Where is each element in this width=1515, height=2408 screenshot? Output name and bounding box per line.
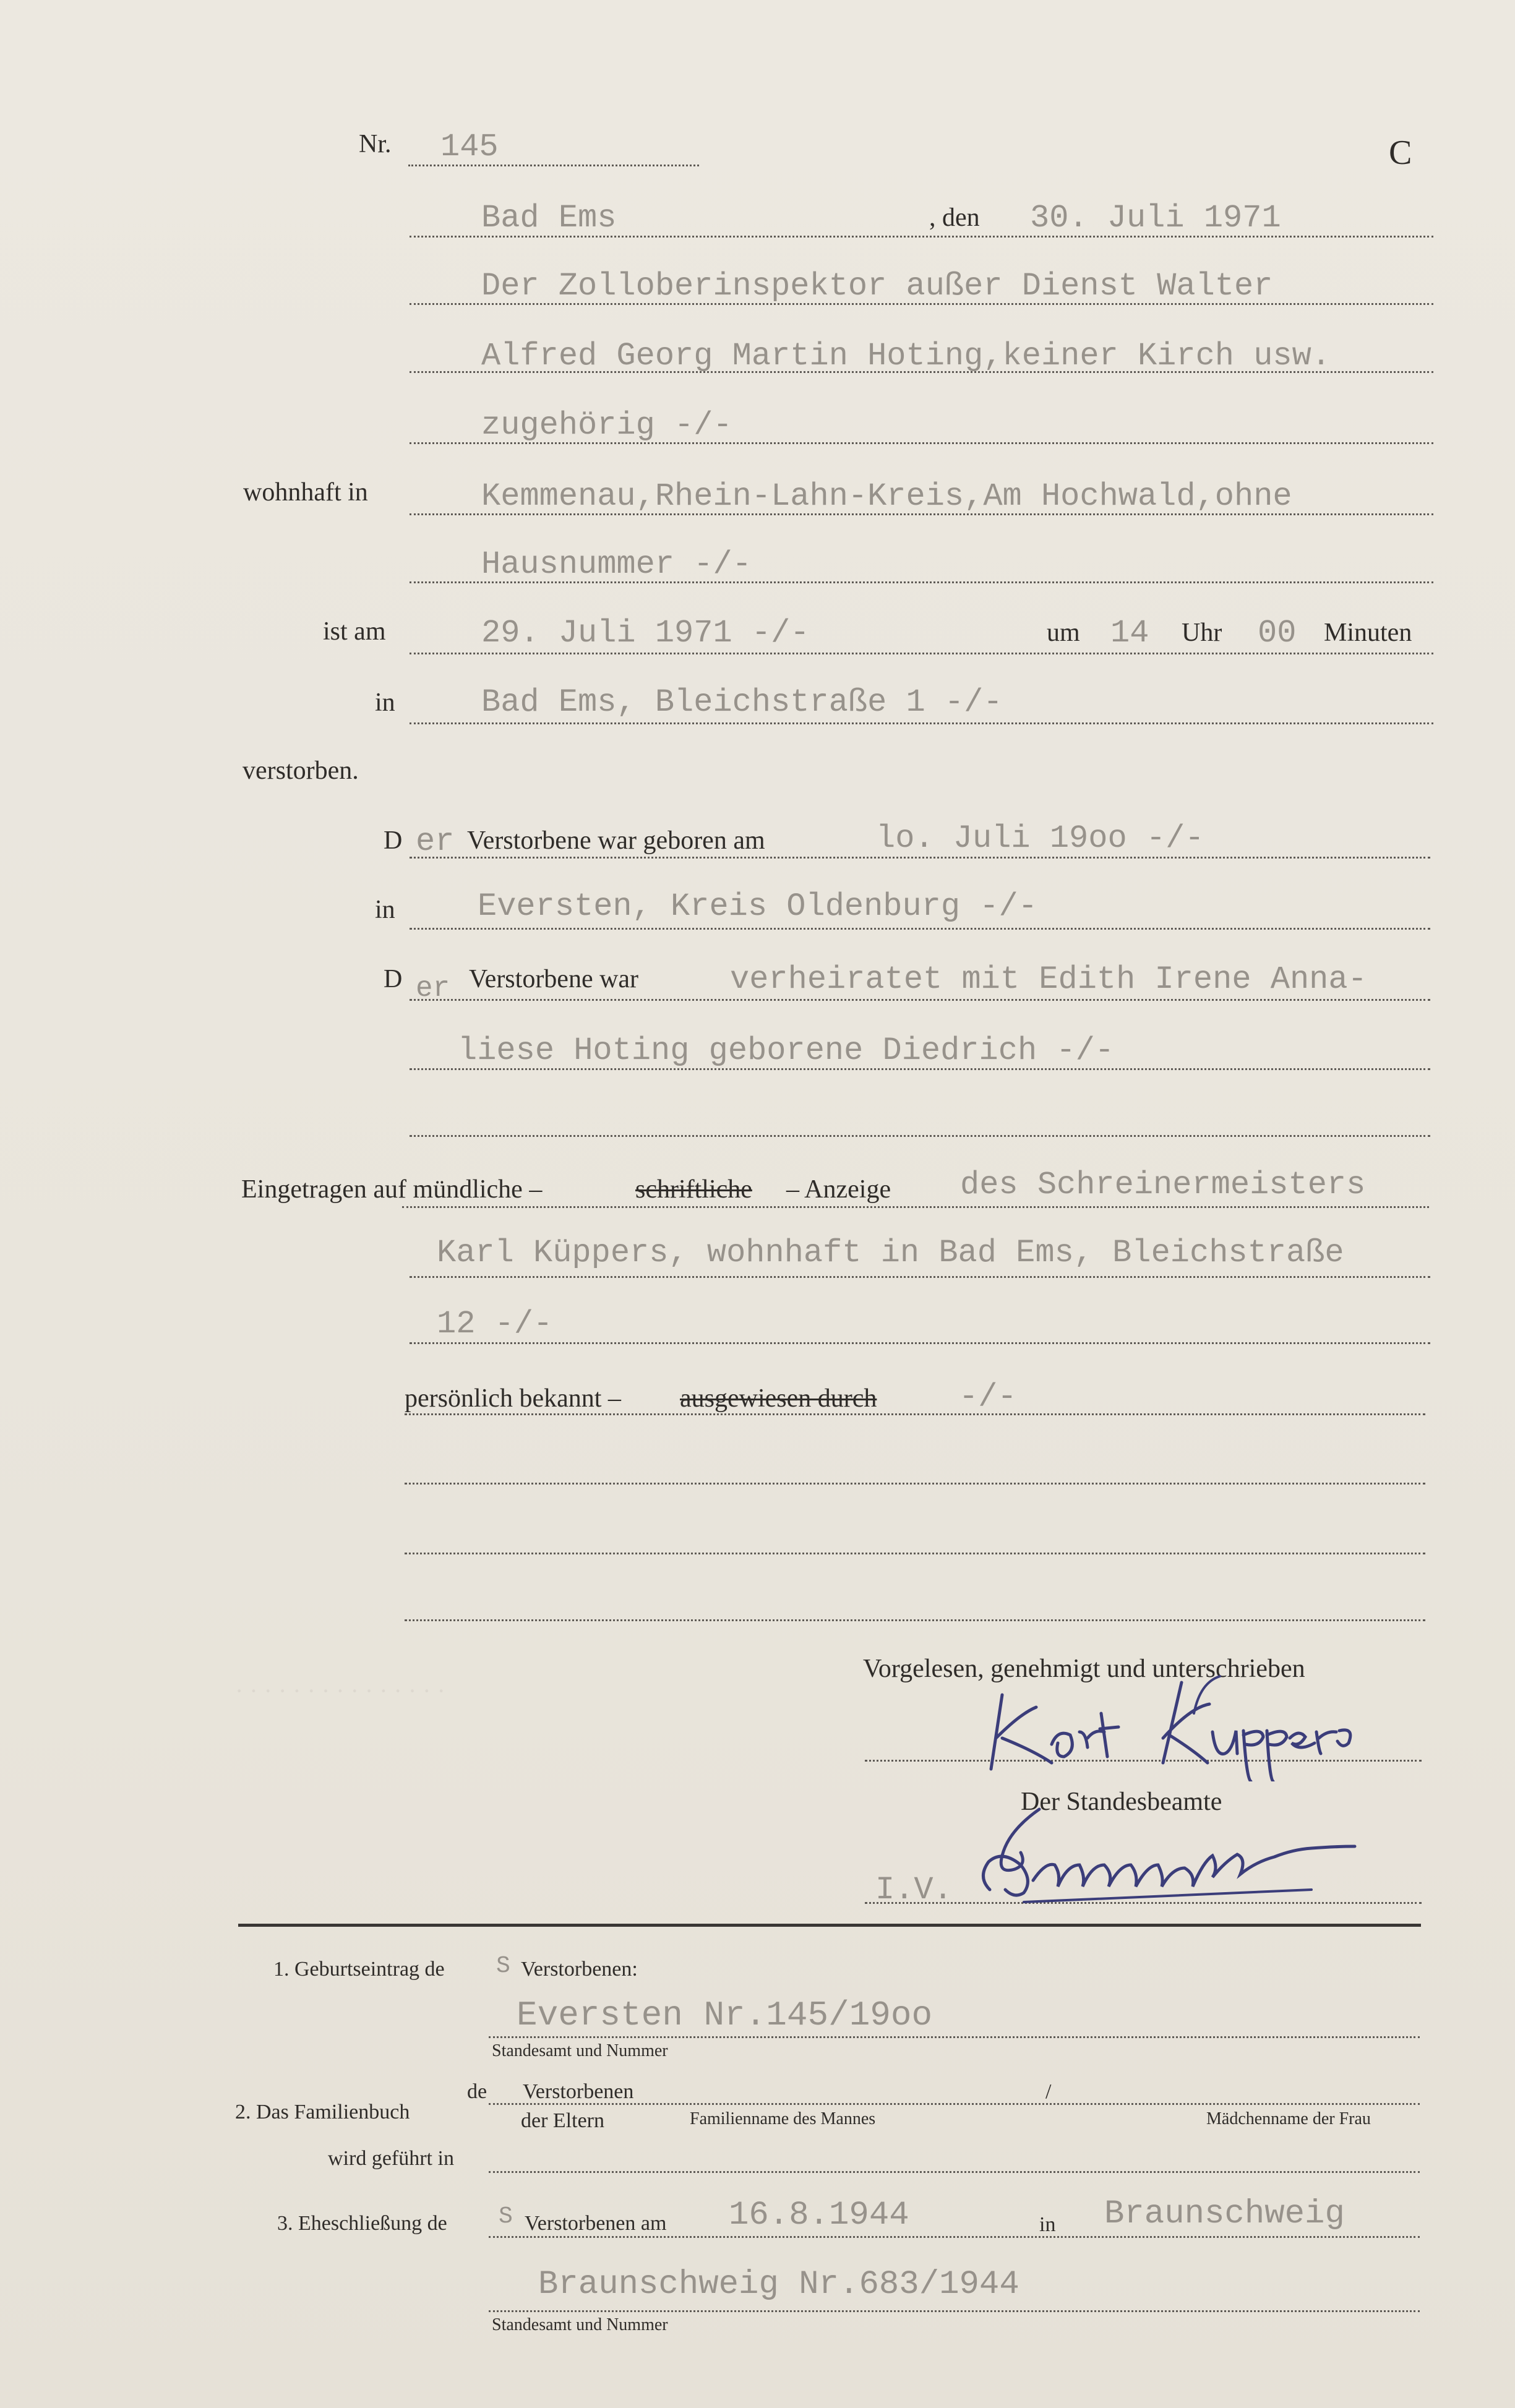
eingetragen-label: Eingetragen auf mündliche –: [241, 1175, 543, 1204]
blank-rule-4: [405, 1619, 1425, 1621]
standesbeamte-label: Der Standesbeamte: [1021, 1788, 1222, 1816]
birth-register-value: Eversten Nr.145/19oo: [517, 1995, 933, 2035]
e3-label: 3. Eheschließung de: [277, 2212, 447, 2235]
section-divider: [238, 1924, 1421, 1927]
in-label: in: [375, 688, 395, 717]
d1-suffix: er: [416, 823, 455, 860]
informant-signature: [977, 1670, 1410, 1781]
person-line-1-rule: [410, 303, 1433, 305]
gefuehrt-rule: [489, 2171, 1420, 2173]
birth-date: lo. Juli 19oo -/-: [876, 820, 1204, 857]
informant-line-2: Karl Küppers, wohnhaft in Bad Ems, Bleichstraße: [437, 1235, 1344, 1271]
nr-label: Nr.: [359, 130, 392, 158]
ausgewiesen-struck: ausgewiesen durch: [680, 1384, 877, 1413]
standesamt-nummer-caption-2: Standesamt und Nummer: [492, 2315, 668, 2334]
familienbuch-de: de: [467, 2080, 487, 2103]
death-place: Bad Ems, Bleichstraße 1 -/-: [481, 684, 1003, 721]
informant-line-3: 12 -/-: [437, 1306, 553, 1342]
person-line-3: zugehörig -/-: [481, 407, 732, 443]
um-label: um: [1047, 619, 1080, 647]
familienbuch-eltern: der Eltern: [521, 2109, 604, 2132]
marriage-register-rule: [489, 2310, 1420, 2312]
d2-prefix: D: [384, 965, 403, 993]
birth-place: Eversten, Kreis Oldenburg -/-: [478, 888, 1037, 925]
marriage-register: Braunschweig Nr.683/1944: [538, 2266, 1019, 2303]
blank-rule-3: [405, 1553, 1425, 1554]
familienbuch-label: 2. Das Familienbuch: [235, 2101, 410, 2123]
bekannt-label: persönlich bekannt –: [405, 1384, 621, 1413]
blank-rule-2: [405, 1483, 1425, 1485]
marriage-rule: [489, 2236, 1420, 2238]
anzeige-label: – Anzeige: [786, 1175, 891, 1204]
nr-underline: [408, 165, 699, 166]
wohnhaft-label: wohnhaft in: [243, 478, 368, 507]
death-date: 29. Juli 1971 -/-: [481, 615, 810, 651]
familienbuch-rule: [489, 2103, 1420, 2105]
minuten-label: Minuten: [1324, 619, 1412, 647]
d1-prefix: D: [384, 826, 403, 855]
blank-rule-1: [410, 1135, 1430, 1137]
g1-small: S: [496, 1953, 510, 1979]
verstorben-label: verstorben.: [242, 756, 359, 785]
birth-place-rule: [410, 928, 1430, 930]
familienbuch-slash: /: [1045, 2080, 1052, 2103]
standesamt-nummer-caption: Standesamt und Nummer: [492, 2041, 668, 2060]
date-line: [410, 236, 1433, 238]
death-hour: 14: [1110, 615, 1149, 651]
iv-label: I.V.: [875, 1872, 953, 1908]
vorgelesen-text: Vorgelesen, genehmigt und unterschrieben: [863, 1655, 1305, 1683]
residence-line-2: Hausnummer -/-: [481, 546, 752, 583]
maedchenname-caption: Mädchenname der Frau: [1206, 2109, 1371, 2128]
e3-small: S: [499, 2203, 513, 2230]
death-place-rule: [410, 722, 1433, 724]
uhr-label: Uhr: [1182, 619, 1222, 647]
corner-letter: C: [1389, 134, 1412, 172]
informant-line-1: des Schreinermeisters: [960, 1167, 1366, 1203]
bleed-through-text: · · · · · · · · · · · · · · ·: [235, 1677, 445, 1705]
nr-value: 145: [440, 129, 499, 165]
e3-label2: Verstorbenen am: [525, 2212, 667, 2235]
geboren-label: Verstorbene war geboren am: [467, 826, 765, 855]
marriage-place: Braunschweig: [1104, 2195, 1345, 2233]
residence-line-1-rule: [410, 513, 1433, 515]
death-date-rule: [410, 653, 1433, 654]
war-label: Verstorbene war: [469, 965, 639, 993]
person-line-2: Alfred Georg Martin Hoting,keiner Kirch usw.: [481, 338, 1331, 374]
marriage-date: 16.8.1944: [729, 2196, 909, 2234]
ist-am-label: ist am: [323, 617, 386, 646]
birth-register-rule: [489, 2036, 1420, 2038]
informant-line-1-rule: [402, 1206, 1429, 1208]
g1-label: 1. Geburtseintrag de: [273, 1958, 445, 1981]
bekannt-rule: [405, 1413, 1425, 1415]
marital-line-1: verheiratet mit Edith Irene Anna-: [730, 961, 1367, 998]
gefuehrt-label: wird geführt in: [328, 2147, 454, 2170]
registrar-signature: [965, 1788, 1435, 1911]
place-value: Bad Ems: [481, 200, 617, 236]
schriftliche-struck: schriftliche: [635, 1175, 752, 1204]
birth-date-rule: [410, 857, 1430, 859]
e3-in: in: [1039, 2213, 1056, 2236]
person-line-3-rule: [410, 442, 1433, 444]
death-minutes: 00: [1258, 615, 1297, 651]
familienbuch-verstorbenen: Verstorbenen: [523, 2080, 634, 2103]
familienname-caption: Familienname des Mannes: [690, 2109, 876, 2128]
marital-line-2-rule: [410, 1068, 1430, 1070]
residence-line-1: Kemmenau,Rhein-Lahn-Kreis,Am Hochwald,ohne: [481, 478, 1292, 515]
informant-line-2-rule: [410, 1276, 1430, 1278]
marital-line-1-rule: [410, 999, 1430, 1001]
date-value: 30. Juli 1971: [1030, 200, 1281, 236]
den-label: , den: [929, 204, 980, 232]
person-line-2-rule: [410, 371, 1433, 373]
bekannt-value: -/-: [959, 1379, 1017, 1415]
marital-line-2: liese Hoting geborene Diedrich -/-: [458, 1032, 1114, 1069]
residence-line-2-rule: [410, 581, 1433, 583]
d2-suffix: er: [416, 972, 450, 1005]
g1-label2: Verstorbenen:: [521, 1958, 638, 1981]
in2-label: in: [375, 896, 395, 924]
person-line-1: Der Zolloberinspektor außer Dienst Walter: [481, 268, 1273, 304]
informant-line-3-rule: [410, 1342, 1430, 1344]
